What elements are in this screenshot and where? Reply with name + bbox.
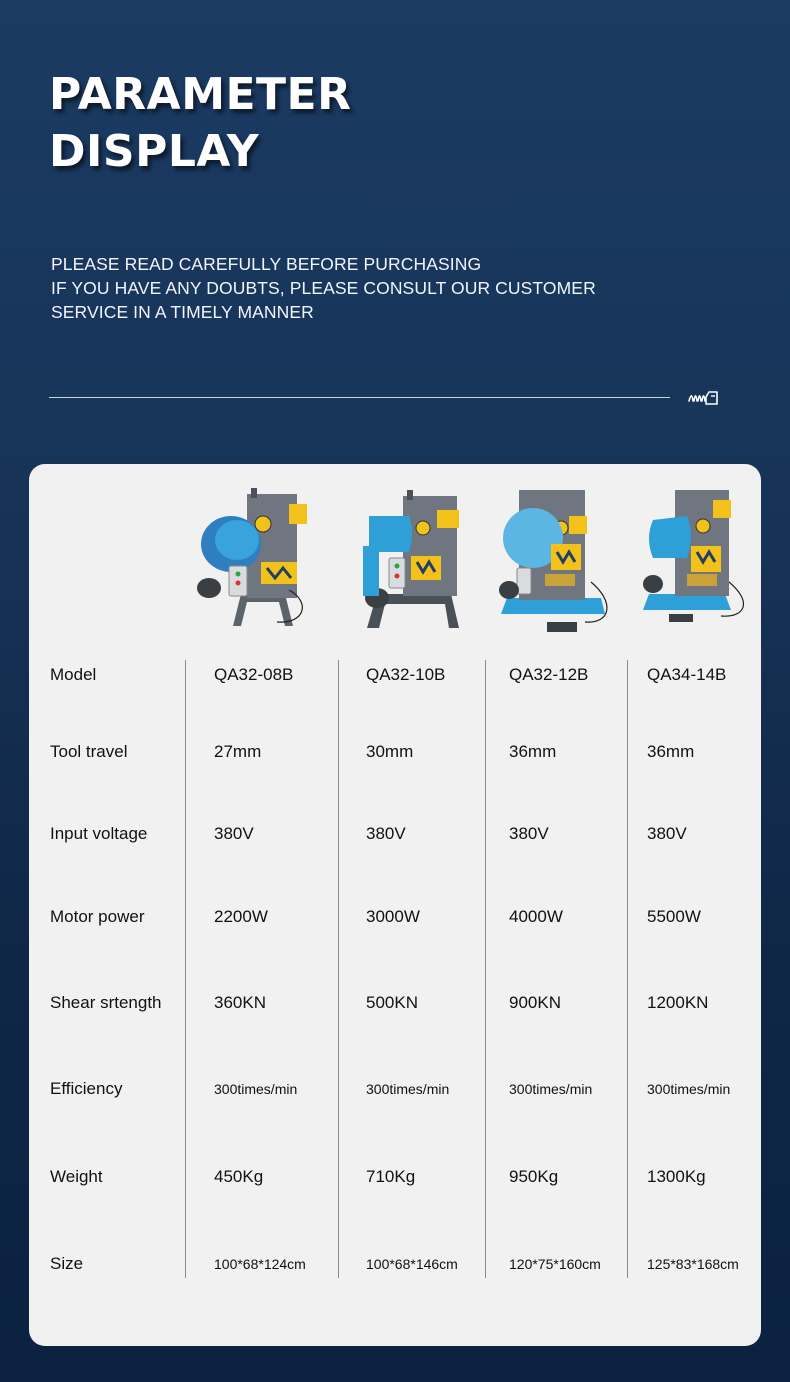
cell-weight-2: 710Kg	[366, 1167, 416, 1186]
notice-line2: IF YOU HAVE ANY DOUBTS, PLEASE CONSULT OUR CUSTOMER	[51, 278, 596, 298]
parameter-card	[29, 464, 761, 1346]
scroll-hand-icon	[687, 388, 721, 406]
column-divider-4	[627, 660, 628, 1278]
column-divider-1	[185, 660, 186, 1278]
machine-image-qa32-12b	[495, 486, 615, 636]
cell-efficiency-3: 300times/min	[509, 1081, 593, 1097]
cell-shear-strength-1: 360KN	[214, 993, 266, 1012]
cell-size-3: 120*75*160cm	[509, 1256, 601, 1272]
cell-model-1: QA32-08B	[214, 665, 294, 684]
cell-motor-power-1: 2200W	[214, 907, 268, 926]
cell-model-4: QA34-14B	[647, 665, 727, 684]
cell-shear-strength-2: 500KN	[366, 993, 418, 1012]
page-title-line2: DISPLAY	[49, 126, 260, 177]
notice-line1: PLEASE READ CAREFULLY BEFORE PURCHASING	[51, 254, 482, 274]
label-input-voltage: Input voltage	[50, 824, 148, 843]
cell-input-voltage-2: 380V	[366, 824, 406, 843]
machine-image-qa32-08b	[193, 486, 313, 636]
cell-size-4: 125*83*168cm	[647, 1256, 739, 1272]
purchase-notice	[51, 252, 596, 324]
label-weight: Weight	[50, 1167, 103, 1186]
cell-weight-3: 950Kg	[509, 1167, 559, 1186]
page-title	[49, 66, 352, 180]
cell-tool-travel-4: 36mm	[647, 742, 695, 761]
cell-input-voltage-3: 380V	[509, 824, 549, 843]
column-divider-3	[485, 660, 486, 1278]
cell-motor-power-4: 5500W	[647, 907, 701, 926]
cell-tool-travel-1: 27mm	[214, 742, 262, 761]
page-title-line1: PARAMETER	[49, 69, 352, 120]
header-divider	[49, 397, 670, 398]
cell-shear-strength-4: 1200KN	[647, 993, 709, 1012]
label-size: Size	[50, 1254, 84, 1273]
cell-size-1: 100*68*124cm	[214, 1256, 306, 1272]
cell-input-voltage-1: 380V	[214, 824, 254, 843]
cell-input-voltage-4: 380V	[647, 824, 687, 843]
cell-model-3: QA32-12B	[509, 665, 589, 684]
cell-shear-strength-3: 900KN	[509, 993, 561, 1012]
cell-motor-power-2: 3000W	[366, 907, 420, 926]
cell-size-2: 100*68*146cm	[366, 1256, 458, 1272]
cell-weight-1: 450Kg	[214, 1167, 264, 1186]
cell-motor-power-3: 4000W	[509, 907, 563, 926]
label-motor-power: Motor power	[50, 907, 145, 926]
cell-efficiency-1: 300times/min	[214, 1081, 298, 1097]
label-tool-travel: Tool travel	[50, 742, 128, 761]
cell-weight-4: 1300Kg	[647, 1167, 706, 1186]
cell-tool-travel-3: 36mm	[509, 742, 557, 761]
machine-image-qa34-14b	[635, 486, 755, 636]
cell-efficiency-4: 300times/min	[647, 1081, 731, 1097]
cell-efficiency-2: 300times/min	[366, 1081, 450, 1097]
notice-line3: SERVICE IN A TIMELY MANNER	[51, 302, 314, 322]
cell-tool-travel-2: 30mm	[366, 742, 414, 761]
label-efficiency: Efficiency	[50, 1079, 123, 1098]
label-model: Model	[50, 665, 97, 684]
machine-image-qa32-10b	[359, 486, 479, 636]
cell-model-2: QA32-10B	[366, 665, 446, 684]
column-divider-2	[338, 660, 339, 1278]
label-shear-strength: Shear srtength	[50, 993, 162, 1012]
